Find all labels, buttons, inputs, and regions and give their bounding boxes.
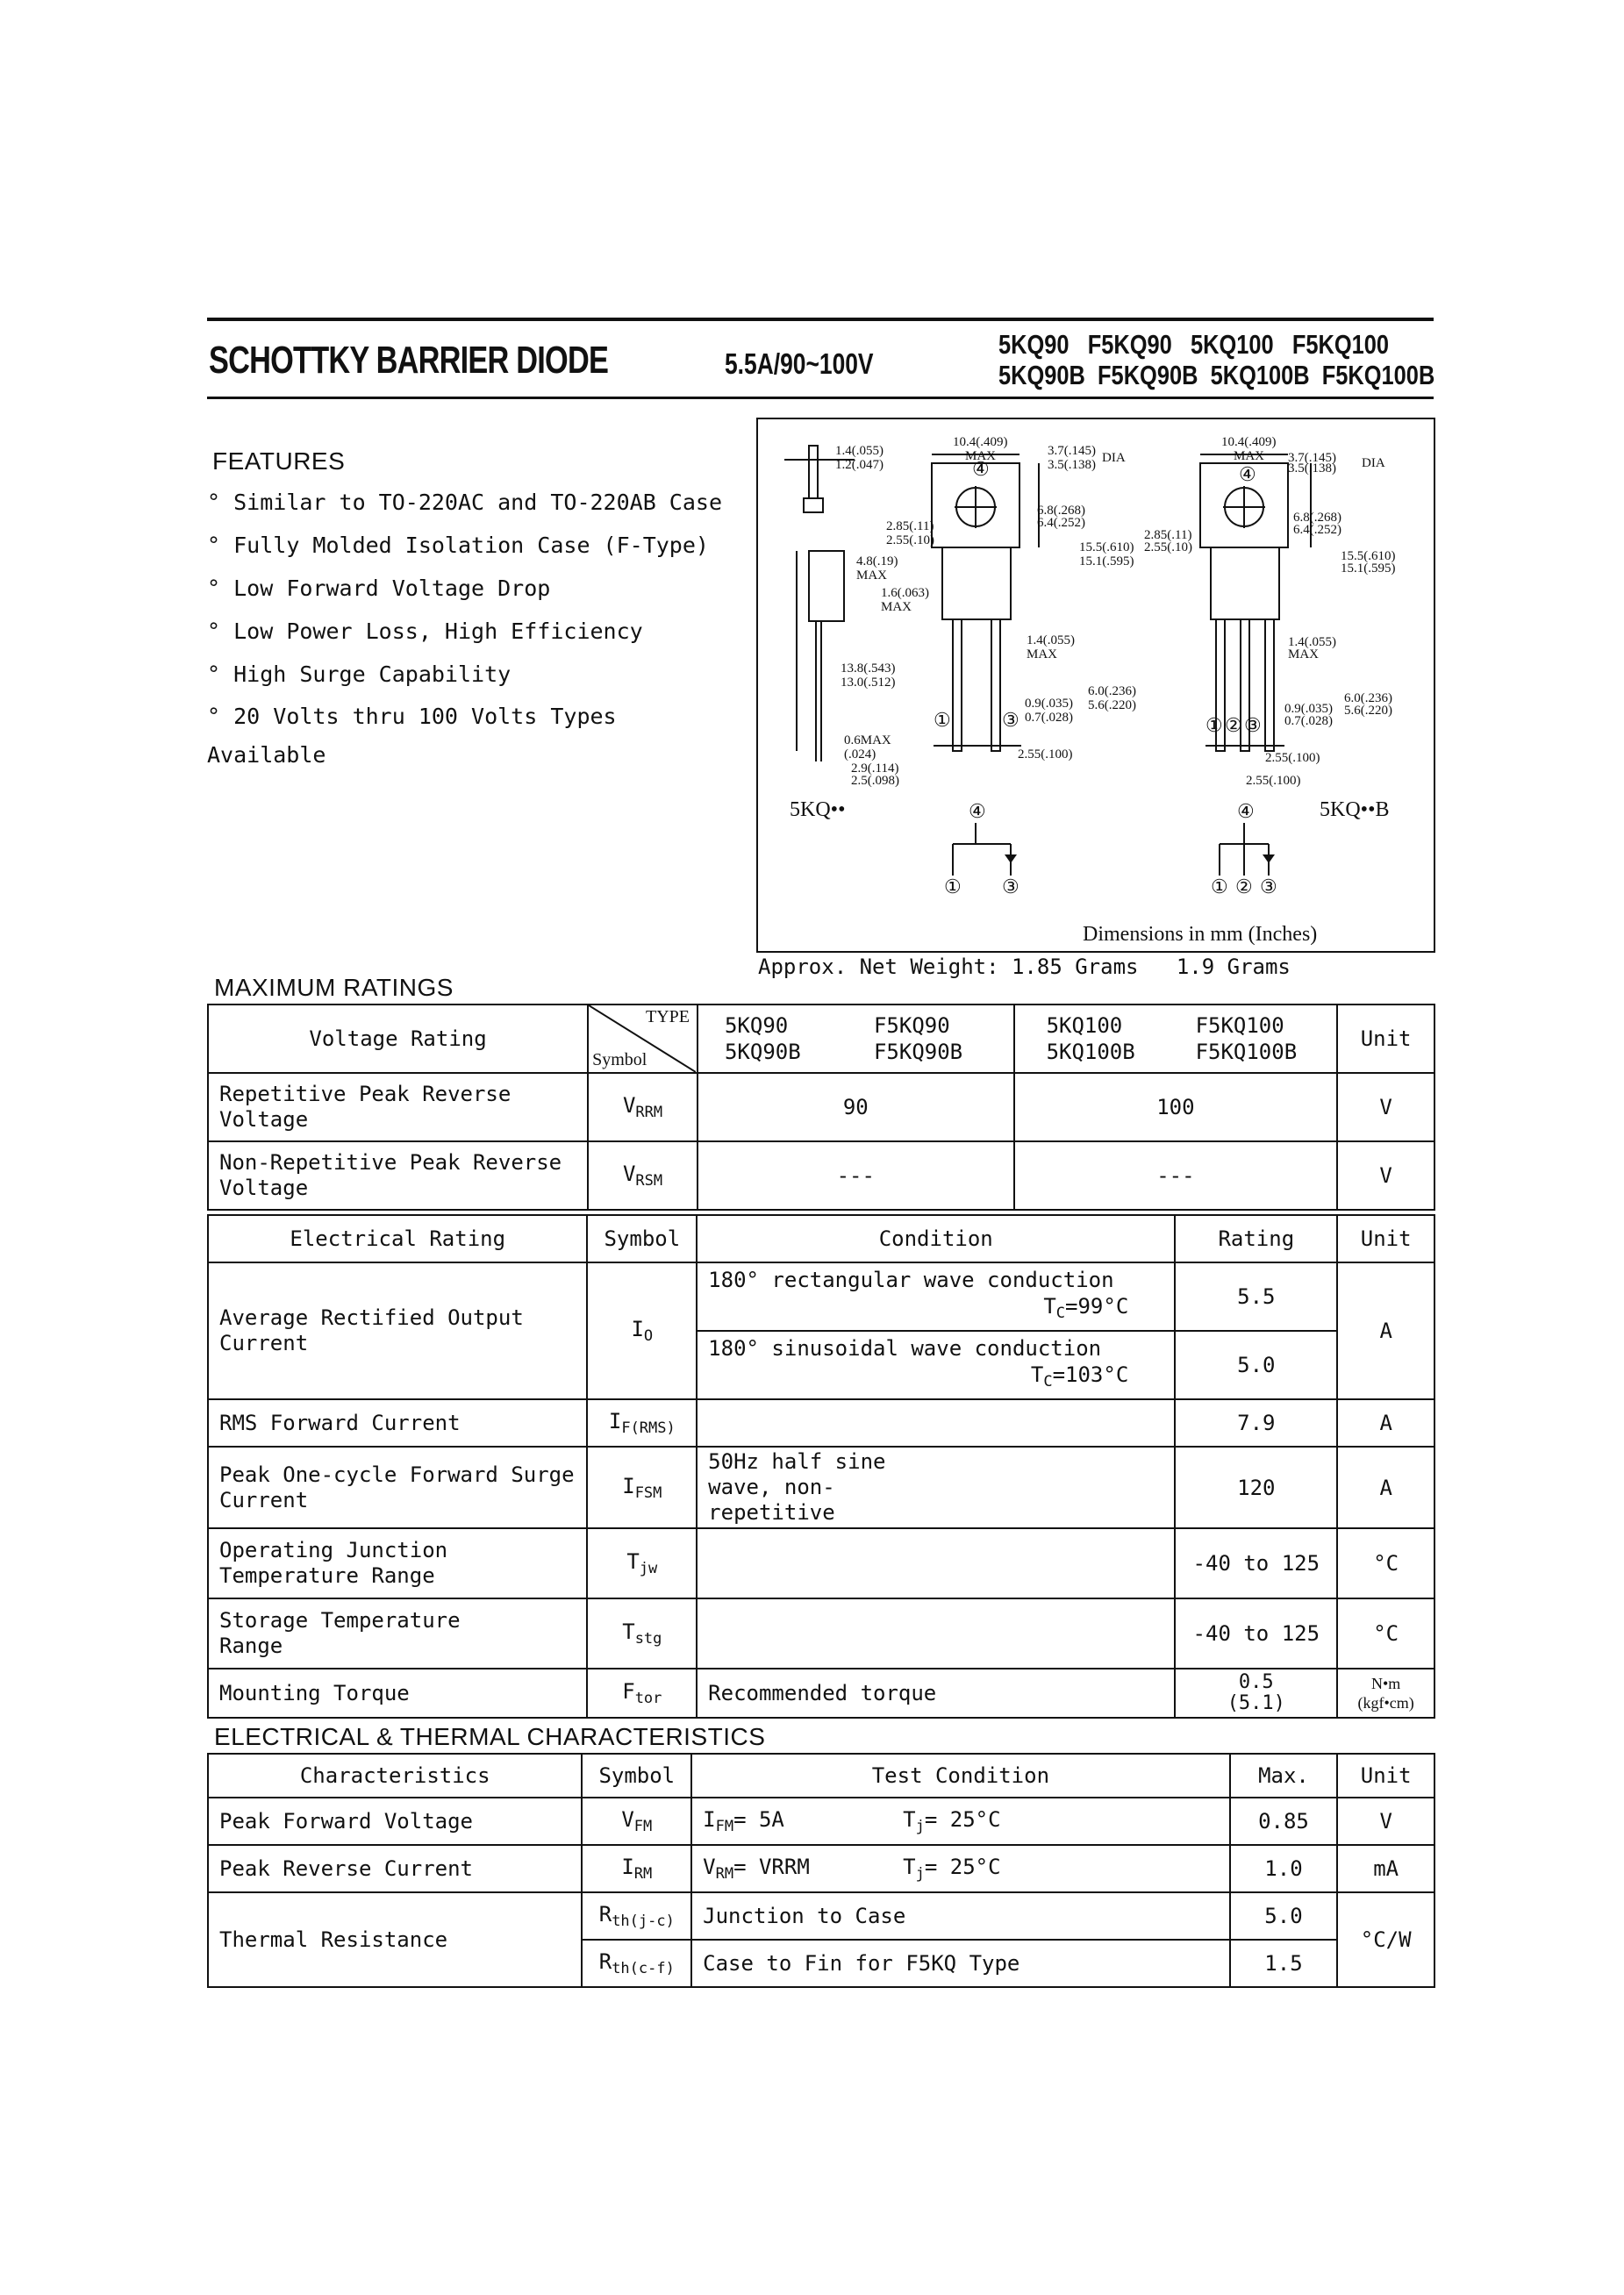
dim-label: 6.8(.268)	[1293, 511, 1341, 525]
rating-cell: 5.5	[1175, 1262, 1337, 1331]
dim-label: MAX	[1288, 647, 1320, 661]
param-cell: Average Rectified Output Current	[208, 1262, 587, 1399]
dim-label: 0.9(.035)	[1025, 697, 1073, 711]
feature-item: ° 20 Volts thru 100 Volts Types Available	[207, 704, 617, 768]
pin-marker: ②	[1225, 714, 1242, 736]
dimensions-caption: Dimensions in mm (Inches)	[1083, 923, 1318, 946]
dim-label: DIA	[1362, 456, 1385, 470]
header-top-rule	[207, 318, 1434, 321]
dim-label: 2.85(.11)	[886, 519, 934, 533]
symbol-cell: $I_O$	[587, 1262, 697, 1399]
unit-cell: °C	[1337, 1598, 1434, 1669]
dim-label: 15.5(.610)	[1341, 549, 1396, 563]
diode-symbol-right	[1263, 854, 1275, 863]
lead-left-3	[991, 619, 1000, 751]
features-heading: FEATURES	[212, 447, 346, 475]
model-list-row2: 5KQ90B F5KQ90B 5KQ100B F5KQ100B	[998, 360, 1435, 390]
unit-cell: °C/W	[1337, 1892, 1434, 1987]
pin-marker: ①	[934, 709, 951, 731]
model-list-row1: 5KQ90 F5KQ90 5KQ100 F5KQ100	[998, 329, 1390, 360]
symbol-cell: $T_{jw}$	[587, 1528, 697, 1598]
table-row	[208, 1262, 1434, 1331]
param-cell: Non-Repetitive Peak Reverse Voltage	[208, 1141, 588, 1210]
document-title: SCHOTTKY BARRIER DIODE	[209, 339, 609, 382]
side-tab	[809, 446, 818, 498]
dim-label: 5.6(.220)	[1344, 704, 1392, 718]
feature-item: ° High Surge Capability	[207, 661, 512, 687]
lead-left-1	[953, 619, 962, 751]
feature-item: ° Low Forward Voltage Drop	[207, 576, 551, 601]
param-cell: Thermal Resistance	[208, 1892, 582, 1987]
dim-label: 5.6(.220)	[1088, 698, 1136, 712]
unit-header: Unit	[1337, 1215, 1434, 1262]
dim-label: 1.4(.055)	[1288, 635, 1336, 649]
pin-marker: ③	[1002, 709, 1019, 731]
dim-label: 0.7(.028)	[1025, 711, 1073, 725]
symbol-header: Symbol	[587, 1215, 697, 1262]
rating-cell: 120	[1175, 1447, 1337, 1528]
dim-label: 3.5(.138)	[1048, 458, 1096, 472]
symbol-cell: $I_{FSM}$	[587, 1447, 697, 1528]
lead-right-3	[1265, 619, 1274, 751]
dim-label: MAX	[965, 449, 997, 463]
param-cell: Mounting Torque	[208, 1669, 587, 1718]
dim-label: 6.0(.236)	[1344, 691, 1392, 705]
max-ratings-heading: MAXIMUM RATINGS	[214, 974, 454, 1001]
electrical-rating-table	[207, 1214, 1435, 1719]
dim-label: 6.4(.252)	[1293, 523, 1341, 537]
pin-marker: ①	[944, 876, 962, 897]
unit-cell: A	[1337, 1262, 1434, 1399]
symbol-cell: $F_{tor}$	[587, 1669, 697, 1718]
dim-label: 1.6(.063)	[881, 586, 929, 600]
unit-cell: mA	[1337, 1845, 1434, 1892]
dim-label: 6.4(.252)	[1037, 516, 1085, 530]
current-voltage-rating: 5.5A/90~100V	[725, 347, 874, 380]
characteristics-heading: ELECTRICAL & THERMAL CHARACTERISTICS	[214, 1723, 766, 1750]
table-row	[208, 1669, 1434, 1718]
dim-label: 2.55(.100)	[1265, 751, 1320, 765]
symbol-cell: $R_{th(c-f)}$	[582, 1940, 691, 1987]
table-row	[208, 1528, 1434, 1598]
types-90-header: 5KQ90 F5KQ90 5KQ90B F5KQ90B	[698, 1005, 1014, 1073]
condition-cell	[697, 1598, 1175, 1669]
symbol-cell: $I_{F(RMS)}$	[587, 1399, 697, 1447]
voltage-rating-header: Voltage Rating	[208, 1005, 588, 1073]
types-100-header: 5KQ100 F5KQ100 5KQ100B F5KQ100B	[1014, 1005, 1338, 1073]
symbol-label: Symbol	[592, 1050, 647, 1069]
condition-header: Condition	[697, 1215, 1175, 1262]
condition-cell: Junction to Case	[691, 1892, 1230, 1940]
test-condition-header: Test Condition	[691, 1754, 1230, 1798]
pin-marker: ④	[1237, 800, 1255, 822]
max-cell: 5.0	[1230, 1892, 1338, 1940]
front-body-left	[942, 547, 1011, 619]
param-cell: Storage Temperature Range	[208, 1598, 587, 1669]
value-cell: ---	[698, 1141, 1014, 1210]
pin-marker: ③	[1244, 714, 1262, 736]
param-cell: Repetitive Peak Reverse Voltage	[208, 1073, 588, 1141]
dim-label: MAX	[1027, 647, 1058, 661]
condition-cell: 180° sinusoidal wave conduction $T_C=103^\circ C$	[697, 1331, 1175, 1399]
table-row	[208, 1073, 1434, 1141]
pin-marker: ④	[969, 800, 986, 822]
param-cell: Peak Reverse Current	[208, 1845, 582, 1892]
param-cell: Operating Junction Temperature Range	[208, 1528, 587, 1598]
param-cell: Peak Forward Voltage	[208, 1798, 582, 1845]
unit-cell: A	[1337, 1447, 1434, 1528]
unit-header: Unit	[1337, 1005, 1434, 1073]
table-row	[208, 1798, 1434, 1845]
dim-label: 2.55(.10)	[886, 533, 934, 547]
dim-label: 6.8(.268)	[1037, 504, 1085, 518]
pin-marker: ④	[1239, 463, 1256, 485]
unit-cell: °C	[1337, 1528, 1434, 1598]
dim-label: 15.5(.610)	[1079, 540, 1134, 554]
condition-cell: 50Hz half sine wave, non-repetitive	[697, 1447, 1175, 1528]
max-cell: 1.5	[1230, 1940, 1338, 1987]
front-body-right	[1211, 547, 1279, 619]
symbol-cell: $V_{FM}$	[582, 1798, 691, 1845]
pin-marker: ①	[1211, 876, 1228, 897]
table-row	[208, 1141, 1434, 1210]
net-weight: Approx. Net Weight: 1.85 Grams 1.9 Grams	[758, 954, 1291, 979]
dim-label: MAX	[856, 568, 888, 583]
rating-cell: -40 to 125	[1175, 1598, 1337, 1669]
rating-cell: 0.5 (5.1)	[1175, 1669, 1337, 1718]
dim-label: 2.85(.11)	[1144, 528, 1192, 542]
max-ratings-voltage-table	[207, 1004, 1435, 1211]
dim-label: (.024)	[844, 747, 876, 761]
dim-label: 2.55(.100)	[1018, 747, 1073, 761]
symbol-header: Symbol	[582, 1754, 691, 1798]
dim-label: 3.7(.145)	[1288, 451, 1336, 465]
pin-marker: ②	[1235, 876, 1253, 897]
symbol-cell: $I_{RM}$	[582, 1845, 691, 1892]
characteristics-header: Characteristics	[208, 1754, 582, 1798]
unit-header: Unit	[1337, 1754, 1434, 1798]
pin-marker: ①	[1205, 714, 1223, 736]
rating-cell: 5.0	[1175, 1331, 1337, 1399]
dim-label: MAX	[881, 600, 912, 614]
dim-label: 0.9(.035)	[1284, 702, 1333, 716]
dim-label: 13.8(.543)	[841, 661, 896, 676]
side-flange	[804, 498, 823, 512]
table-row	[208, 1845, 1434, 1892]
symbol-cell: $R_{th(j-c)}$	[582, 1892, 691, 1940]
max-cell: 1.0	[1230, 1845, 1338, 1892]
value-cell: ---	[1014, 1141, 1338, 1210]
dim-label: 2.55(.10)	[1144, 540, 1192, 554]
rating-header: Rating	[1175, 1215, 1337, 1262]
dim-label: 2.5(.098)	[851, 774, 899, 788]
table-row	[208, 1598, 1434, 1669]
condition-cell: $I_{FM}= 5A$ $T_j= 25^\circ C$	[691, 1798, 1230, 1845]
type-label: TYPE	[645, 1007, 690, 1026]
dim-label: 15.1(.595)	[1079, 554, 1134, 568]
unit-cell: N•m (kgf•cm)	[1337, 1669, 1434, 1718]
param-cell: Peak One-cycle Forward Surge Current	[208, 1447, 587, 1528]
package-drawing	[756, 418, 1435, 953]
side-body	[809, 551, 844, 621]
pin-marker: ④	[972, 458, 990, 480]
max-header: Max.	[1230, 1754, 1338, 1798]
condition-cell: $V_{RM}=$ VRRM $T_j= 25^\circ C$	[691, 1845, 1230, 1892]
diode-symbol-left	[1005, 854, 1017, 863]
condition-cell	[697, 1399, 1175, 1447]
pin-marker: ③	[1260, 876, 1277, 897]
symbol-cell: $V_{RRM}$	[588, 1073, 698, 1141]
dim-label: 2.55(.100)	[1246, 774, 1301, 788]
symbol-cell: $T_{stg}$	[587, 1598, 697, 1669]
value-cell: 100	[1014, 1073, 1338, 1141]
value-cell: 90	[698, 1073, 1014, 1141]
dim-label: 3.7(.145)	[1048, 444, 1096, 458]
dim-label: 2.9(.114)	[851, 761, 899, 776]
dim-label: DIA	[1102, 451, 1126, 465]
header-bottom-rule	[207, 397, 1434, 399]
dim-label: 6.0(.236)	[1088, 684, 1136, 698]
feature-item: ° Low Power Loss, High Efficiency	[207, 618, 643, 644]
electrical-rating-header: Electrical Rating	[208, 1215, 587, 1262]
condition-cell: Recommended torque	[697, 1669, 1175, 1718]
dim-label: 0.7(.028)	[1284, 714, 1333, 728]
dim-label: 0.6MAX	[844, 733, 891, 747]
characteristics-table	[207, 1753, 1435, 1988]
dim-label: 4.8(.19)	[856, 554, 898, 568]
dim-label: 1.4(.055)	[1027, 633, 1075, 647]
table-row	[208, 1892, 1434, 1940]
table-row	[208, 1447, 1434, 1528]
dim-label: 10.4(.409)	[953, 435, 1008, 449]
dim-label: 1.4(.055)	[835, 444, 884, 458]
param-cell: RMS Forward Current	[208, 1399, 587, 1447]
dim-label: 15.1(.595)	[1341, 561, 1396, 576]
package-outline-svg	[758, 419, 1434, 951]
symbol-cell: $V_{RSM}$	[588, 1141, 698, 1210]
max-cell: 0.85	[1230, 1798, 1338, 1845]
condition-cell	[697, 1528, 1175, 1598]
feature-item: ° Fully Molded Isolation Case (F-Type)	[207, 533, 709, 558]
feature-item: ° Similar to TO-220AC and TO-220AB Case	[207, 490, 723, 515]
pin-marker: ③	[1002, 876, 1019, 897]
package-label-right: 5KQ••B	[1320, 798, 1390, 821]
unit-cell: V	[1337, 1141, 1434, 1210]
unit-cell: V	[1337, 1073, 1434, 1141]
unit-cell: V	[1337, 1798, 1434, 1845]
dim-label: 1.2(.047)	[835, 458, 884, 472]
condition-cell: 180° rectangular wave conduction $T_C=99^\circ C$	[697, 1262, 1175, 1331]
table-row	[208, 1399, 1434, 1447]
dim-label: MAX	[1234, 449, 1265, 463]
dim-label: 13.0(.512)	[841, 676, 896, 690]
unit-cell: A	[1337, 1399, 1434, 1447]
features-list	[207, 481, 751, 775]
dim-label: 10.4(.409)	[1221, 435, 1277, 449]
package-label-left: 5KQ••	[790, 798, 846, 821]
rating-cell: 7.9	[1175, 1399, 1337, 1447]
dim-label: 3.5(.138)	[1288, 461, 1336, 475]
rating-cell: -40 to 125	[1175, 1528, 1337, 1598]
type-symbol-header	[588, 1005, 698, 1073]
condition-cell: Case to Fin for F5KQ Type	[691, 1940, 1230, 1987]
